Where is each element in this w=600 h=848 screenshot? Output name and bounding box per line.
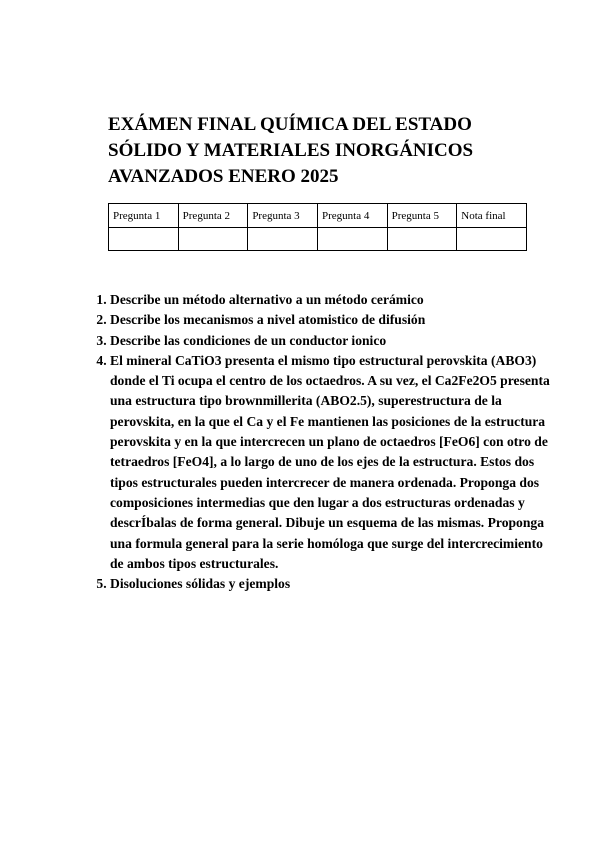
exam-title-line-2: SÓLIDO Y MATERIALES INORGÁNICOS — [108, 140, 474, 161]
grade-cell-pregunta-3 — [248, 228, 318, 251]
exam-title-line-3: AVANZADOS ENERO 2025 — [108, 166, 339, 187]
question-5: 5. Disoluciones sólidas y ejemplos — [110, 574, 550, 594]
header-pregunta-5: Pregunta 5 — [387, 204, 457, 228]
header-nota-final: Nota final — [457, 204, 527, 228]
question-3: 3. Describe las condiciones de un conductor ionico — [110, 331, 550, 351]
grades-value-row — [109, 228, 527, 251]
grade-cell-nota-final — [457, 228, 527, 251]
header-pregunta-4: Pregunta 4 — [317, 204, 387, 228]
grade-cell-pregunta-4 — [317, 228, 387, 251]
header-pregunta-2: Pregunta 2 — [178, 204, 248, 228]
question-1: 1. Describe un método alternativo a un método cerámico — [110, 290, 550, 310]
grades-header-row — [109, 204, 527, 228]
question-4: 4. El mineral CaTiO3 presenta el mismo tipo estructural perovskita (ABO3) donde el Ti ocupa el centro de los octaedros. A su vez, el Ca2Fe2O5 presenta una estructura tipo brownmillerita (ABO2.5), superestructura de la perovskita, en la que el Ca y el Fe mantienen las posiciones de la estructura perovskita y en la que intercrecen un plano de octaedros [FeO6] con otro de tetraedros [FeO4], a lo largo de uno de los ejes de la estructura. Estos dos tipos estructurales pueden intercrecer de manera ordenada. Proponga dos composiciones intermedias que den lugar a dos estructuras ordenadas y descrÍbalas de forma general. Dibuje un esquema de las mismas. Proponga una formula general para la serie homóloga que surge del intercrecimiento de ambos tipos estructurales. — [110, 351, 550, 574]
exam-title-line-1: EXÁMEN FINAL QUÍMICA DEL ESTADO — [108, 114, 472, 135]
questions-list — [88, 290, 550, 594]
grade-cell-pregunta-2 — [178, 228, 248, 251]
grade-cell-pregunta-5 — [387, 228, 457, 251]
header-pregunta-3: Pregunta 3 — [248, 204, 318, 228]
question-2: 2. Describe los mecanismos a nivel atomistico de difusión — [110, 310, 550, 330]
grades-table — [108, 203, 527, 251]
header-pregunta-1: Pregunta 1 — [109, 204, 179, 228]
exam-title — [108, 112, 538, 190]
grade-cell-pregunta-1 — [109, 228, 179, 251]
